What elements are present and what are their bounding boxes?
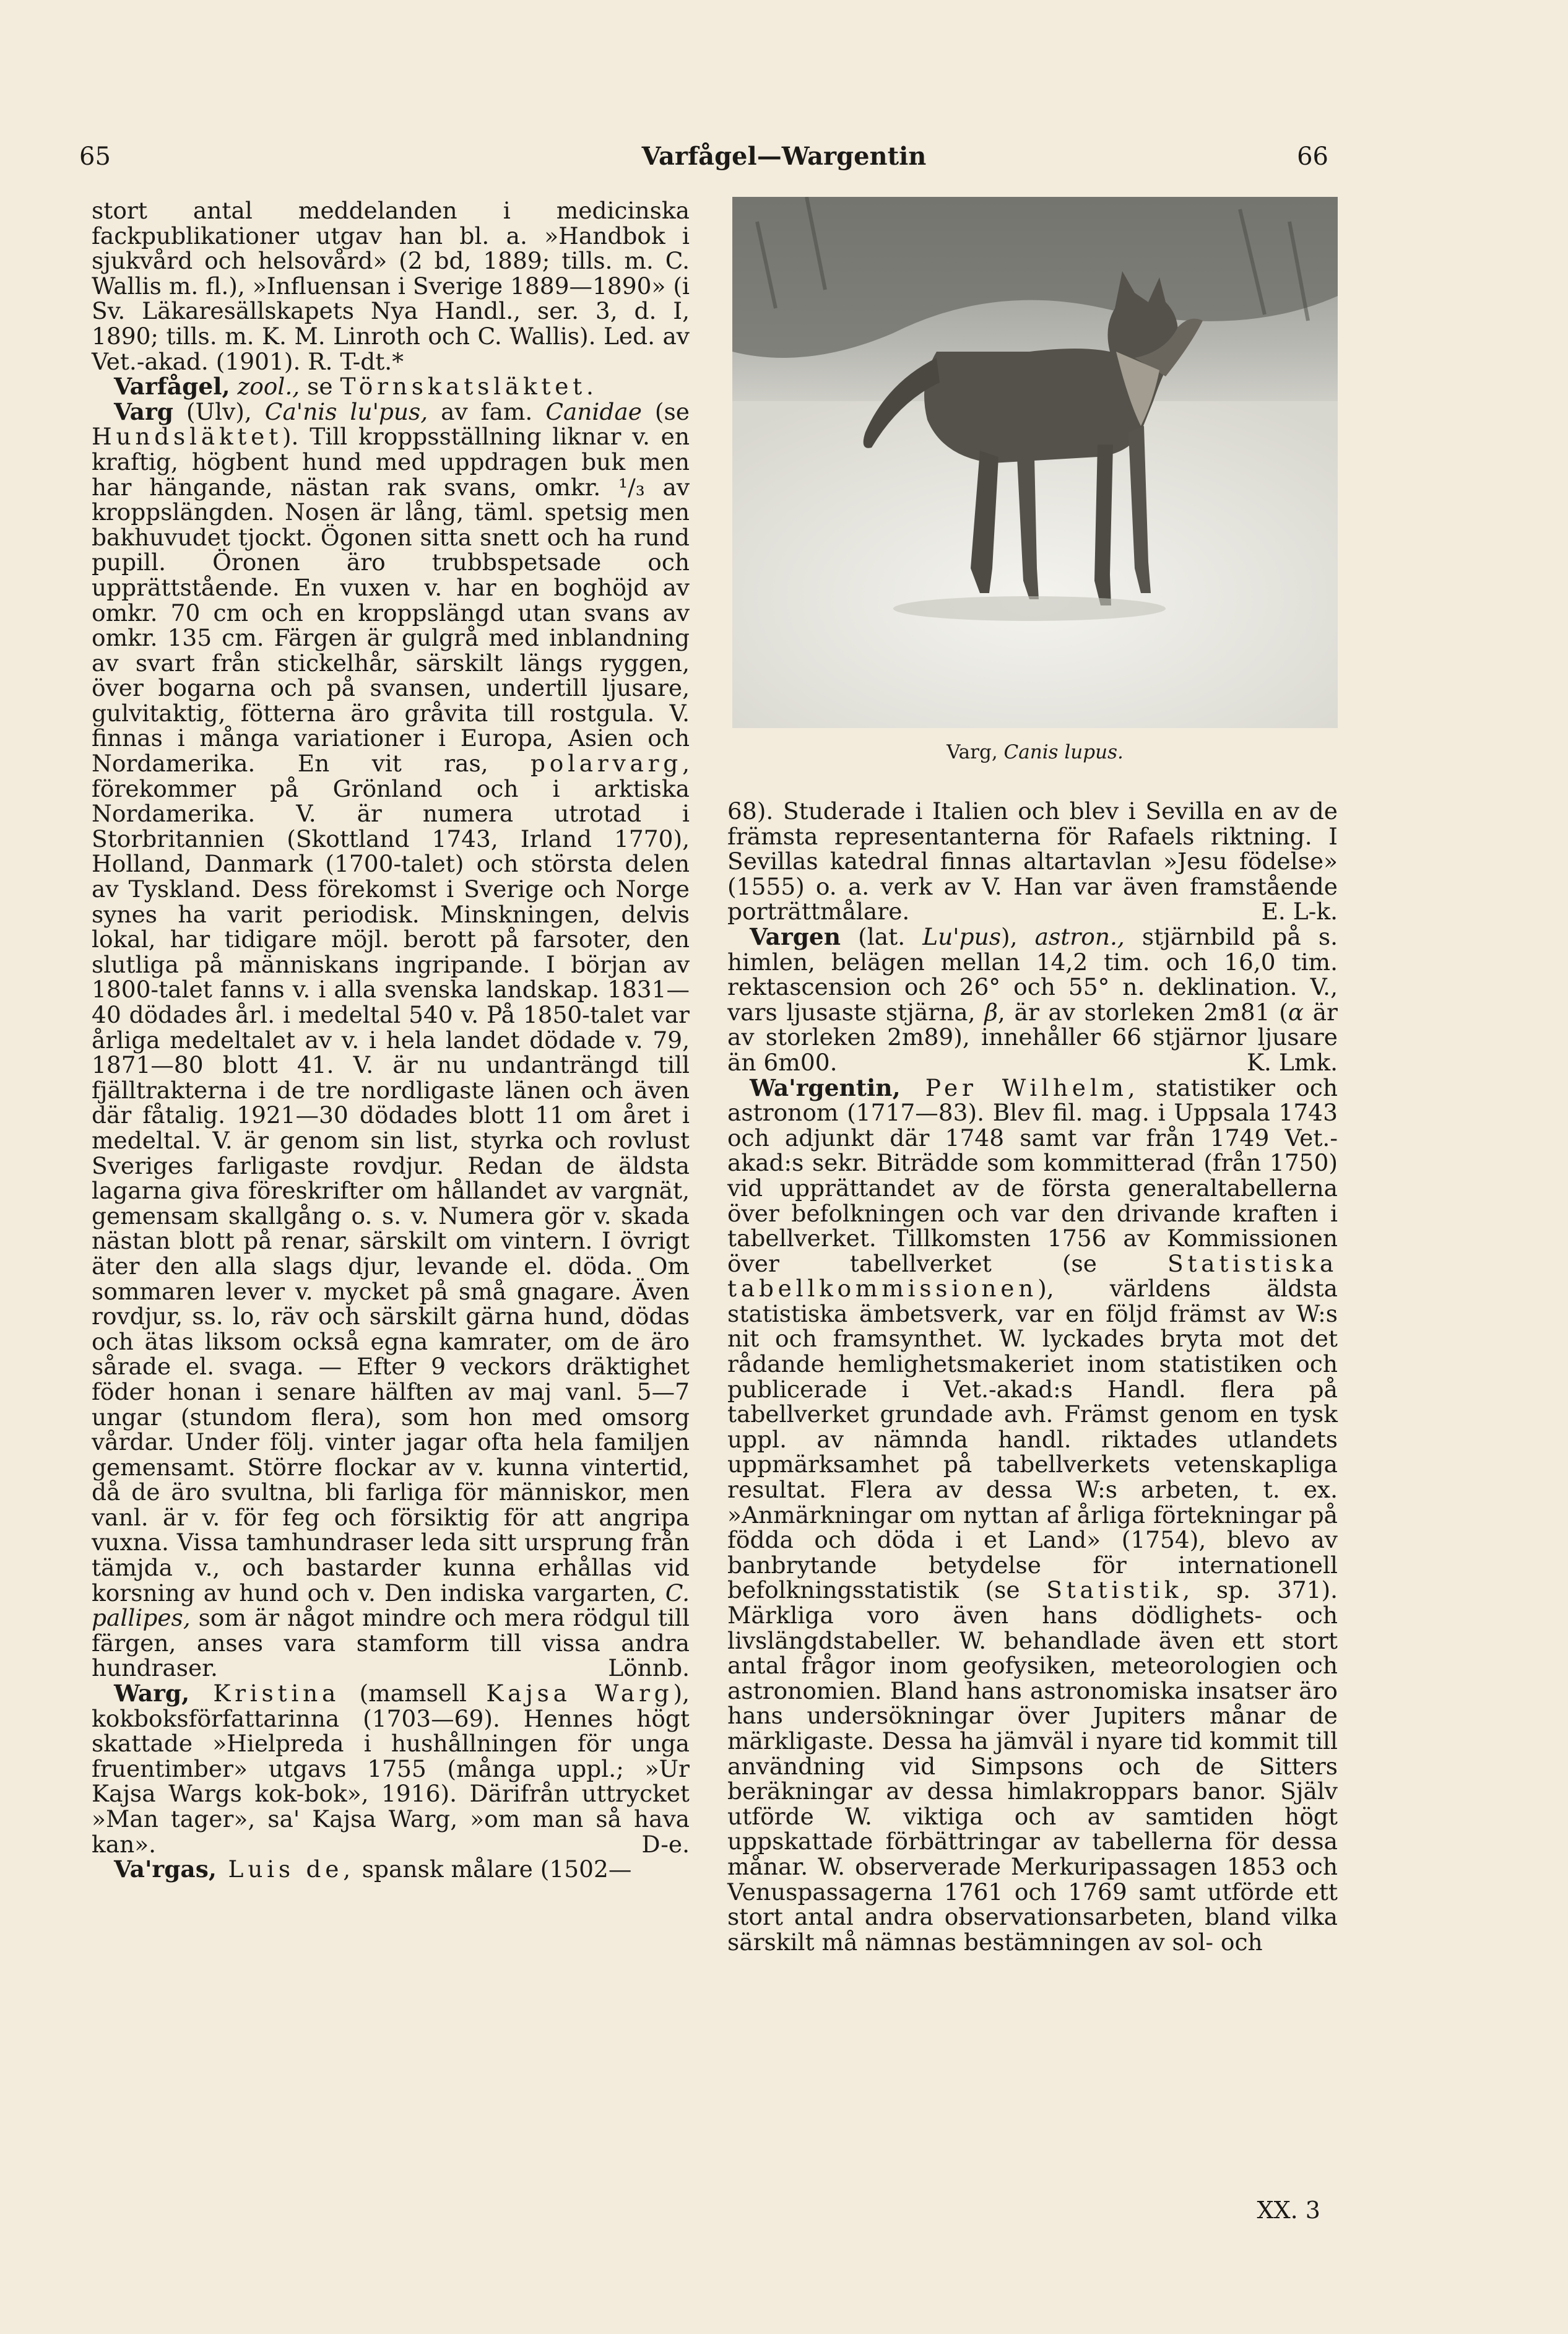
entry-text: ), kokboksförfattarinna (1703—69). Hennes högt skattade »Hielpreda i hushållningen för unga fruentimber» utgavs 1755 (många uppl.; »Ur Kajsa Wargs kok-bok», 1916). Därifrån uttrycket »Man tager», sa' Kajsa Warg, »om man så hava kan». [92, 1680, 690, 1858]
cross-reference: Statistiska tabellkommissionen [727, 1249, 1338, 1303]
entry-varfagel [92, 374, 690, 399]
entry-text: som är något mindre och mera rödgul till färgen, anses vara stamform till vissa andra hundraser. [92, 1604, 690, 1682]
entry-abbreviation: zool., [237, 373, 300, 401]
wolf-photograph [732, 197, 1338, 728]
author-signature: Lönnb. [608, 1654, 690, 1682]
entry-text: se [300, 373, 340, 401]
entry-text: är av storleken 2m89), innehåller 66 stjärnor ljusare än 6m00. [727, 998, 1338, 1076]
entry-text: av fam. [428, 397, 546, 425]
right-column [727, 799, 1338, 1954]
entry-text: (lat. [841, 922, 923, 950]
page-title: Varfågel—Wargentin [641, 142, 927, 171]
entry-varg [92, 399, 690, 1681]
entry-abbreviation: astron., [1034, 922, 1125, 950]
family-name: Canidae [545, 397, 642, 425]
left-column [92, 198, 690, 1882]
entry-wargentin [727, 1075, 1338, 1955]
greek-letter: β [984, 998, 998, 1026]
entry-text: ), världens äldsta statistiska ämbetsverk, var en följd främst av W:s nit och framsynthet. W. lyckades bryta mot det rådande hemlighetsmakeriet inom statistiken och publicerade i Vet.-akad:s Handl. flera på tabellverket grundade avh. Främst genom en tysk uppl. av nämnda handl. riktades utlandets uppmärksamhet på tabellverkets vetenskapliga resultat. Flera av dessa W:s arbeten, t. ex. »Anmärkningar om nyttan af årliga förtekningar på födda och döda i et Land» (1754), blevo av banbrytande betydelse för internationell befolkningsstatistik (se [727, 1275, 1338, 1604]
entry-text: stjärnbild på s. himlen, belägen mellan 14,2 tim. och 16,0 tim. rektascension och 26° och 55° n. deklination. V., vars ljusaste stjärna, [727, 922, 1338, 1026]
person-name: Per Wilhelm [900, 1074, 1128, 1101]
cross-reference: Statistik [1046, 1576, 1183, 1604]
entry-text: , sp. 371). Märkliga voro även hans dödlighets- och livslängdstabeller. W. behandlade även ett stort antal frågor inom geofysiken, meteorologien och astronomien. Bland hans astronomiska insatser äro hans undersökningar över Jupiters månar de märkligaste. Dessa ha jämväl i nyare tid kommit till användning vid Simpsons och de Sitters beräkningar av dessa himlakroppars banor. Själv utförde W. viktiga och av samtiden högt uppskattade förbättringar av tabellerna för dessa månar. W. observerade Merkuripassagen 1853 och Venuspassagerna 1761 och 1769 samt utförde ett stort antal andra observationsarbeten, bland vilka särskilt må nämnas bestämningen av sol- och [727, 1576, 1338, 1956]
continued-paragraph [727, 799, 1338, 924]
latin-name: Ca'nis lu'pus, [264, 397, 428, 425]
entry-headword: Varfågel, [114, 373, 230, 401]
entry-vargen [727, 924, 1338, 1075]
entry-text: , förekommer på Grönland och i arktiska Nordamerika. V. är numera utrotad i Storbritannien (Skottland 1743, Irland 1770), Holland, Danmark (1700-talet) och största delen av Tyskland. Dess förekomst i Sverige och Norge synes ha varit periodisk. Minskningen, delvis lokal, har tidigare möjl. berott på farsoter, den slutliga på människans ingripande. I början av 1800-talet fanns v. i alla svenska landskap. 1831—40 dödades årl. i medeltal 540 v. På 1850-talet var årliga medeltalet av v. i hela landet dödade v. 79, 1871—80 blott 41. V. är nu undanträngd till fjälltrakterna i de tre nordligaste länen och även där fåtalig. 1921—30 dödades blott 11 om året i medeltal. V. är genom sin list, styrka och rovlust Sveriges farligaste rovdjur. Redan de äldsta lagarna giva föreskrifter om hållandet av vargnät, gemensam skallgång o. s. v. Numera gör v. skada nästan blott på renar, särskilt om vintern. I övrigt äter den alla slags djur, levande el. döda. Om sommaren lever v. mycket på små gnagare. Även rovdjur, ss. lo, räv och särskilt gärna hund, dödas och ätas liksom också egna kamrater, om de äro sårade el. svaga. — Efter 9 veckors dräktighet föder honan i senare hälften av maj vanl. 5—7 ungar (stundom flera), som hon med omsorg vårdar. Under följ. vinter jagar ofta hela familjen gemensamt. Större flockar av v. kunna vintertid, då de äro svultna, bli farliga för människor, men vanl. är v. för feg och försiktig för att angripa vuxna. Vissa tamhundraser leda sitt ursprung från tämjda v., och bastarder kunna erhållas vid korsning av hund och v. Den indiska vargarten, [92, 750, 690, 1607]
wolf-illustration [732, 197, 1338, 728]
entry-text: (mamsell [340, 1680, 487, 1707]
page-number-left: 65 [79, 142, 111, 171]
entry-text: , är av storleken 2m81 ( [997, 998, 1288, 1026]
continued-paragraph: stort antal meddelanden i medicinska fackpublikationer utgav han bl. a. »Handbok i sjukvård och helsovård» (2 bd, 1889; tills. m. C. Wallis m. fl.), »Influensan i Sverige 1889—1890» (i Sv. Läkaresällskapets Nya Handl., ser. 3, d. I, 1890; tills. m. K. M. Linroth och C. Wallis). Led. av Vet.-akad. (1901). R. T-dt.* [92, 197, 690, 375]
entry-vargas [92, 1857, 690, 1882]
cross-reference: Hundsläktet [92, 423, 282, 451]
author-signature: E. L-k. [1261, 898, 1338, 926]
caption-text: Varg, [946, 741, 1004, 763]
entry-text: , statistiker och astronom (1717—83). Blev fil. mag. i Uppsala 1743 och adjunkt där 1748 samt var från 1749 Vet.-akad:s sekr. Biträdde som kommitterad (från 1750) vid upprättandet av de första generaltabellerna över befolkningen och var den drivande kraften i tabellverket. Tillkomsten 1756 av Kommissionen över tabellverket (se [727, 1074, 1338, 1277]
entry-headword: Wa'rgentin, [750, 1074, 901, 1101]
caption-latin: Canis lupus. [1003, 741, 1124, 763]
entry-headword: Vargen [750, 922, 841, 950]
entry-text: 68). Studerade i Italien och blev i Sevilla en av de främsta representanterna för Rafaels riktning. I Sevillas katedral finnas altartavlan »Jesu födelse» (1555) o. a. verk av V. Han var även framstående porträttmålare. [727, 797, 1338, 926]
cross-reference: Törnskatsläktet. [340, 373, 598, 401]
entry-text: (Ulv), [173, 397, 265, 425]
spaced-term: polarvarg [530, 750, 683, 778]
person-name: Kristina [189, 1680, 340, 1707]
author-signature: D-e. [641, 1830, 690, 1858]
entry-headword: Varg [114, 397, 173, 425]
entry-text: ), [1000, 922, 1035, 950]
page-number-right: 66 [1297, 142, 1328, 171]
person-name: Luis de, [216, 1855, 355, 1883]
figure-caption [732, 741, 1338, 763]
entry-text: ). Till kroppsställning liknar v. en kraftig, högbent hund med uppdragen buk men har hängande, nästan rak svans, omkr. ¹/₃ av kroppslängden. Nosen är lång, täml. spetsig men bakhuvudet tjockt. Ögonen sitta snett och ha rund pupill. Öronen äro trubbspetsade och upprättstående. En vuxen v. har en boghöjd av omkr. 70 cm och en kroppslängd utan svans av omkr. 135 cm. Färgen är gulgrå med inblandning av svart från stickelhår, särskilt längs ryggen, över bogarna och på svansen, undertill ljusare, gulvitaktig, fötterna äro gråvita till rostgula. V. finnas i många variationer i Europa, Asien och Nordamerika. En vit ras, [92, 423, 690, 778]
spaced-term: Kajsa Warg [486, 1680, 674, 1707]
entry-headword: Warg, [114, 1680, 190, 1707]
entry-warg [92, 1681, 690, 1857]
latin-name: Lu'pus [922, 922, 1001, 950]
greek-letter: α [1288, 998, 1304, 1026]
author-signature: K. Lmk. [1247, 1048, 1338, 1076]
entry-text: (se [641, 397, 690, 425]
entry-text: spansk målare (1502— [354, 1855, 632, 1883]
entry-headword: Va'rgas, [114, 1855, 217, 1883]
latin-name: C. pallipes, [92, 1579, 690, 1632]
signature-mark: XX. 3 [1257, 2197, 1320, 2224]
